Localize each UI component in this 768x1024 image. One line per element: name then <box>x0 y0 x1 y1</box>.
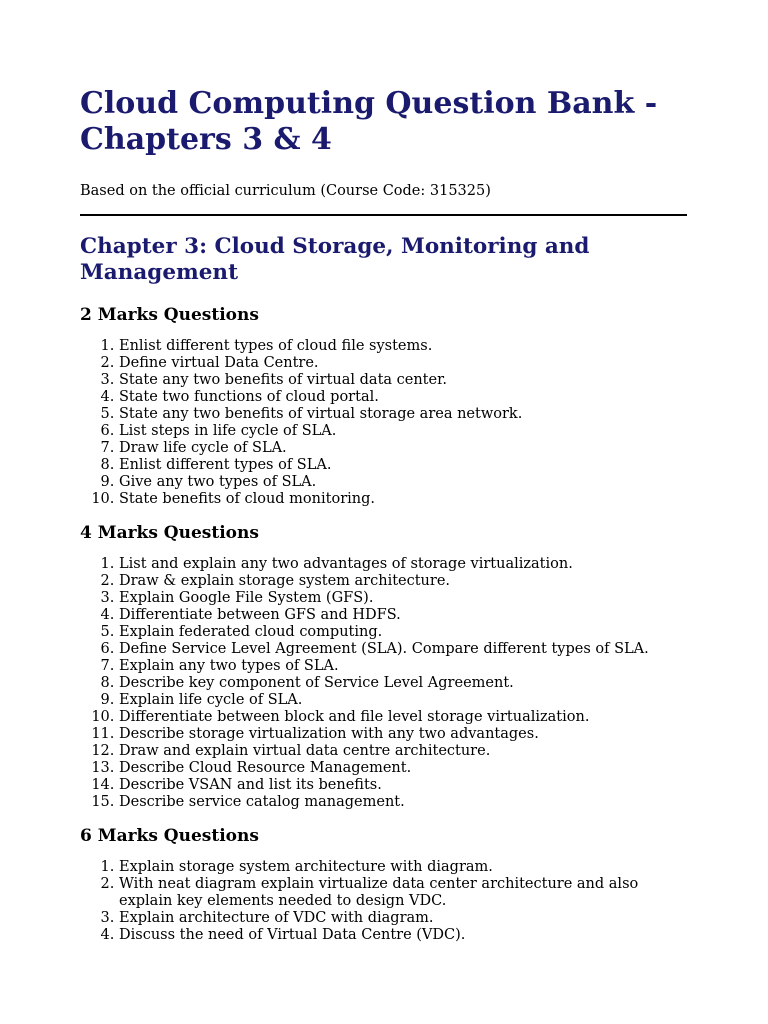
question-item: 9. Give any two types of SLA. <box>119 474 687 491</box>
document-title-line-1: Cloud Computing Question Bank - <box>80 86 658 121</box>
question-item: 6. Define Service Level Agreement (SLA). Compare different types of SLA. <box>119 641 687 658</box>
question-item: 3. State any two benefits of virtual data center. <box>119 372 687 389</box>
question-item: 5. Explain federated cloud computing. <box>119 624 687 641</box>
section-heading-4-marks: 4 Marks Questions <box>80 523 259 543</box>
question-item: 8. Enlist different types of SLA. <box>119 457 687 474</box>
document-title <box>80 86 687 158</box>
question-item: 13. Describe Cloud Resource Management. <box>119 760 687 777</box>
question-item: 11. Describe storage virtualization with any two advantages. <box>119 726 687 743</box>
question-item: 8. Describe key component of Service Level Agreement. <box>119 675 687 692</box>
horizontal-divider <box>80 214 687 216</box>
question-item: 1. Enlist different types of cloud file systems. <box>119 338 687 355</box>
question-item: 4. Differentiate between GFS and HDFS. <box>119 607 687 624</box>
question-item: 10. Differentiate between block and file level storage virtualization. <box>119 709 687 726</box>
chapter-3-title-line-2: Management <box>80 260 238 285</box>
question-item: 7. Explain any two types of SLA. <box>119 658 687 675</box>
question-item: 5. State any two benefits of virtual storage area network. <box>119 406 687 423</box>
question-item: 2. Define virtual Data Centre. <box>119 355 687 372</box>
chapter-3-title-line-1: Chapter 3: Cloud Storage, Monitoring and <box>80 234 590 259</box>
question-item: 1. List and explain any two advantages of storage virtualization. <box>119 556 687 573</box>
question-item: 12. Draw and explain virtual data centre architecture. <box>119 743 687 760</box>
question-list-2-marks <box>80 338 687 508</box>
question-list-4-marks <box>80 556 687 811</box>
question-item: 3. Explain Google File System (GFS). <box>119 590 687 607</box>
question-list-6-marks <box>80 859 687 944</box>
document-title-line-2: Chapters 3 & 4 <box>80 122 332 157</box>
question-item: 14. Describe VSAN and list its benefits. <box>119 777 687 794</box>
question-item: 6. List steps in life cycle of SLA. <box>119 423 687 440</box>
question-item: 7. Draw life cycle of SLA. <box>119 440 687 457</box>
question-item: 4. Discuss the need of Virtual Data Centre (VDC). <box>119 927 687 944</box>
question-item: 2. Draw & explain storage system architecture. <box>119 573 687 590</box>
question-item: 15. Describe service catalog management. <box>119 794 687 811</box>
question-item: 3. Explain architecture of VDC with diagram. <box>119 910 687 927</box>
chapter-3-title <box>80 234 687 286</box>
document-subtitle: Based on the official curriculum (Course Code: 315325) <box>80 183 491 199</box>
section-heading-6-marks: 6 Marks Questions <box>80 826 259 846</box>
question-item: 4. State two functions of cloud portal. <box>119 389 687 406</box>
question-item: 10. State benefits of cloud monitoring. <box>119 491 687 508</box>
question-item: 2. With neat diagram explain virtualize data center architecture and also explain key elements needed to design VDC. <box>119 876 687 910</box>
question-item: 9. Explain life cycle of SLA. <box>119 692 687 709</box>
question-item: 1. Explain storage system architecture with diagram. <box>119 859 687 876</box>
section-heading-2-marks: 2 Marks Questions <box>80 305 259 325</box>
